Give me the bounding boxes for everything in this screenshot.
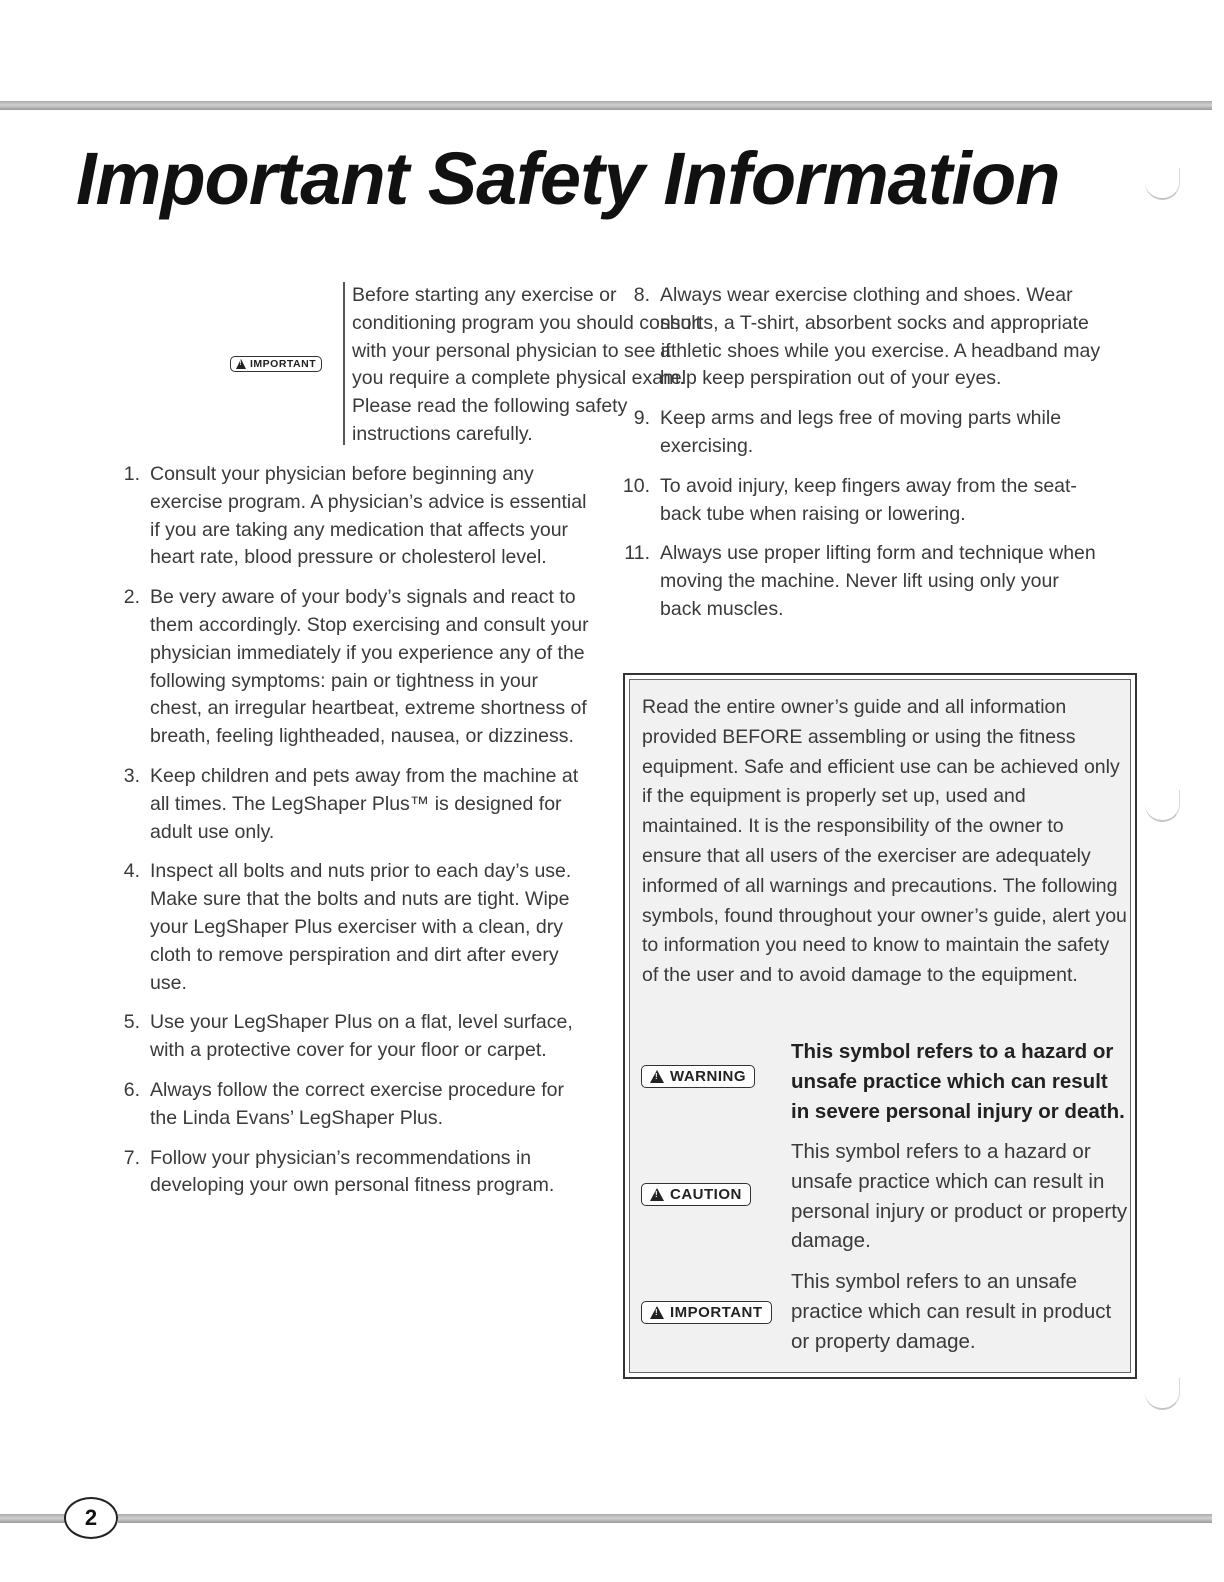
list-item: 10. To avoid injury, keep fingers away from the seat-back tube when raising or lowering. bbox=[622, 474, 1077, 525]
intro-text: Before starting any exercise or conditioning program you should consult with your personal physician to see if you require a complete physical exam. Please read the following safety instructions carefully. bbox=[352, 284, 702, 445]
list-item: 1. Consult your physician before beginning any exercise program. A physician’s advice is essential if you are taking any medication that affects your heart rate, blood pressure or cholesterol level. bbox=[123, 463, 587, 569]
warning-badge: ! WARNING bbox=[641, 1065, 755, 1088]
top-rule bbox=[0, 101, 1212, 110]
punch-hole-mark bbox=[1145, 790, 1180, 822]
warning-description: This symbol refers to a hazard or unsafe practice which can result in severe personal injury or death. bbox=[791, 1040, 1125, 1123]
list-item: 5. Use your LegShaper Plus on a flat, level surface, with a protective cover for your floor or carpet. bbox=[123, 1011, 573, 1062]
caution-badge: ! CAUTION bbox=[641, 1183, 751, 1206]
notice-text: Read the entire owner’s guide and all information provided BEFORE assembling or using the fitness equipment. Safe and efficient use can be achieved only if the equipment is properly set up, used and maintained. It is the responsibility of the owner to ensure that all users of the exerciser are adequately informed of all warnings and precautions. The following symbols, found throughout your owner’s guide, alert you to information you need to know to maintain the safety of the user and to avoid damage to the equipment. bbox=[642, 696, 1127, 987]
warning-triangle-icon bbox=[236, 359, 246, 369]
list-item: 8. Always wear exercise clothing and shoes. Wear shorts, a T-shirt, absorbent socks and appropriate athletic shoes while you exercise. A headband may help keep perspiration out of your eyes. bbox=[633, 284, 1101, 390]
punch-hole-mark bbox=[1145, 1378, 1180, 1410]
list-item: 6. Always follow the correct exercise procedure for the Linda Evans’ LegShaper Plus. bbox=[123, 1078, 565, 1129]
list-item: 2. Be very aware of your body’s signals and react to them accordingly. Stop exercising and consult your physician immediately if you experience any of the following symptoms: pain or tightness in your chest, an irregular heartbeat, extreme shortness of breath, feeling lightheaded, nausea, or dizziness. bbox=[123, 586, 589, 748]
list-item: 4. Inspect all bolts and nuts prior to each day’s use. Make sure that the bolts and nuts are tight. Wipe your LegShaper Plus exerciser with a clean, dry cloth to remove perspiration and dirt after every use. bbox=[123, 860, 572, 994]
safety-list-right bbox=[614, 282, 1104, 636]
important-badge: ! IMPORTANT bbox=[230, 356, 322, 372]
intro-divider bbox=[343, 282, 345, 445]
list-item: 7. Follow your physician’s recommendations in developing your own personal fitness program. bbox=[123, 1146, 555, 1197]
warning-triangle-icon bbox=[650, 1070, 664, 1083]
punch-hole-mark bbox=[1145, 168, 1180, 200]
important-description: This symbol refers to an unsafe practice which can result in product or property damage. bbox=[791, 1270, 1112, 1353]
list-item: 3. Keep children and pets away from the machine at all times. The LegShaper Plus™ is designed for adult use only. bbox=[123, 764, 579, 843]
list-item: 9. Keep arms and legs free of moving parts while exercising. bbox=[633, 407, 1062, 457]
bottom-rule bbox=[118, 1514, 1212, 1523]
warning-triangle-icon bbox=[650, 1306, 664, 1319]
list-item: 11. Always use proper lifting form and technique when moving the machine. Never lift using only your back muscles. bbox=[624, 542, 1096, 620]
bottom-rule-left bbox=[0, 1514, 66, 1523]
page-number: 2 bbox=[64, 1497, 118, 1539]
safety-list-left bbox=[112, 461, 590, 1212]
owner-guide-notice-box bbox=[623, 673, 1137, 1379]
important-badge: ! IMPORTANT bbox=[641, 1301, 772, 1324]
warning-triangle-icon bbox=[650, 1188, 664, 1201]
caution-description: This symbol refers to a hazard or unsafe practice which can result in personal injury or product or property damage. bbox=[791, 1140, 1128, 1253]
page-title: Important Safety Information bbox=[76, 137, 1060, 220]
